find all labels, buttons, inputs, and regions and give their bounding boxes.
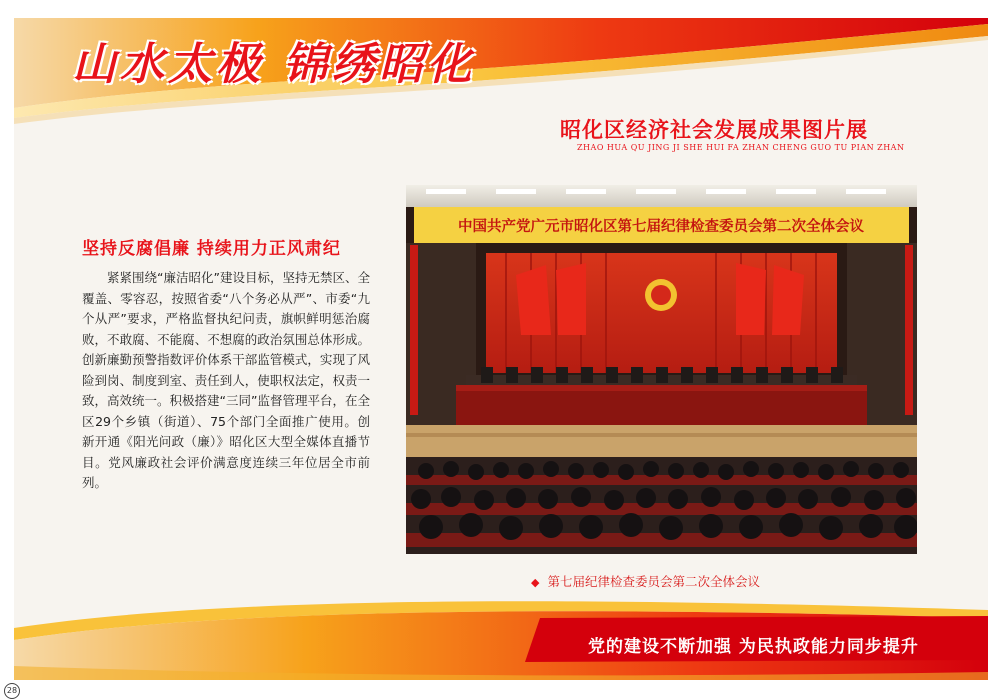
exhibit-pinyin: ZHAO HUA QU JING JI SHE HUI FA ZHAN CHENG GUO TU PIAN ZHAN [577, 143, 905, 152]
conference-photo [406, 185, 917, 554]
exhibit-title: 昭化区经济社会发展成果图片展 [560, 118, 868, 142]
page-number: 28 [4, 683, 20, 699]
article-body [82, 268, 370, 494]
footer-swoosh [0, 560, 1000, 700]
diamond-icon: ◆ [531, 576, 540, 589]
section-heading: 坚持反腐倡廉 持续用力正风肃纪 [82, 239, 341, 259]
meeting-banner-text: 中国共产党广元市昭化区第七届纪律检查委员会第二次全体会议 [458, 219, 864, 235]
conference-scene [406, 185, 917, 554]
article-paragraph: 紧紧围绕“廉洁昭化”建设目标，坚持无禁区、全覆盖、零容忍，按照省委“八个务必从严”、市委“九个从严”要求，严格监督执纪问责，旗帜鲜明惩治腐败，不敢腐、不能腐、不想腐的政治氛围总体形成。创新廉勤预警指数评价体系干部监管模式，实现了风险到岗、制度到室、责任到人，使职权法定，权责一致，高效统一。积极搭建“三同”监督管理平台，在全区29个乡镇（街道）、75个部门全面推广使用。创新开通《阳光问政（廉）》昭化区大型全媒体直播节目。党风廉政社会评价满意度连续三年位居全市前列。 [82, 270, 370, 490]
photo-caption-text: 第七届纪律检查委员会第二次全体会议 [547, 574, 760, 589]
footer-slogan: 党的建设不断加强 为民执政能力同步提升 [588, 637, 919, 657]
header-slogan: 山水太极 锦绣昭化 [72, 39, 476, 90]
